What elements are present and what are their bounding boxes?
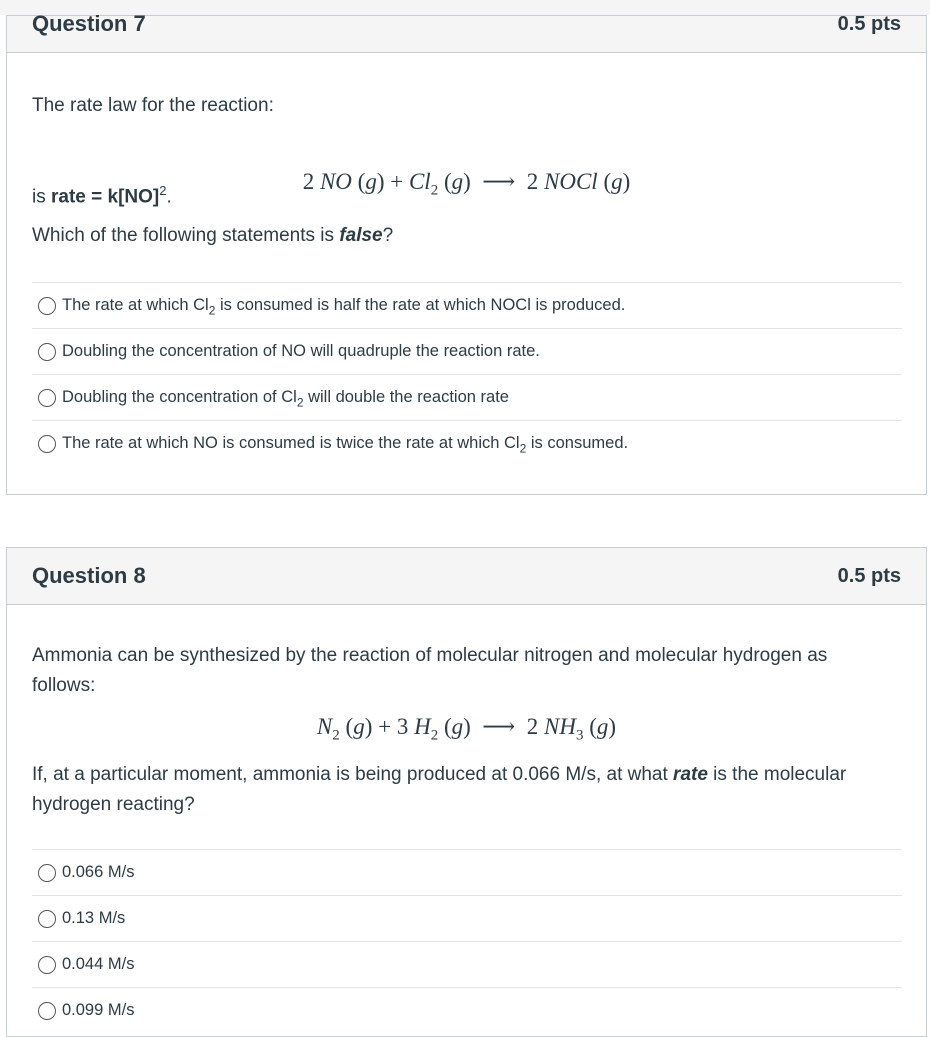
- question-intro: Ammonia can be synthesized by the reaction of molecular nitrogen and molecular hydrogen as follows:: [32, 645, 828, 696]
- answer-option[interactable]: [32, 328, 902, 374]
- radio-button[interactable]: [38, 435, 56, 453]
- answer-label: 0.044 M/s: [62, 955, 135, 973]
- reaction-equation: 2 NO $(g) + Cl_2$ (g) ⟶ 2 NOCl (g): [302, 169, 631, 199]
- answer-label: 0.099 M/s: [62, 1001, 135, 1019]
- answer-label: 0.13 M/s: [62, 909, 126, 927]
- answer-option[interactable]: [32, 941, 902, 987]
- question-header: [7, 11, 926, 53]
- question-points: 0.5 pts: [837, 565, 901, 587]
- question-prompt: If, at a particular moment, ammonia is being produced at 0.066 M/s, at what rate is the molecular hydrogen reacting?: [32, 764, 847, 815]
- question-header: [7, 548, 926, 605]
- question-title: Question 8: [32, 563, 146, 588]
- radio-button[interactable]: [38, 297, 56, 315]
- answer-label: The rate at which NO is consumed is twice the rate at which $Cl_2$ is consumed.: [62, 434, 629, 456]
- question-7: [6, 11, 927, 495]
- answer-list: [32, 282, 902, 466]
- radio-button[interactable]: [38, 1002, 56, 1020]
- answer-label: The rate at which $Cl_2$ is consumed is half the rate at which NOCl is produced.: [62, 296, 626, 318]
- answer-label: 0.066 M/s: [62, 863, 135, 881]
- answer-label: Doubling the concentration of $Cl_2$ will double the reaction rate: [62, 388, 509, 410]
- answer-option[interactable]: [32, 895, 902, 941]
- answer-option[interactable]: [32, 420, 902, 466]
- answer-option[interactable]: [32, 282, 902, 328]
- question-intro: The rate law for the reaction:: [32, 95, 274, 116]
- question-prompt: Which of the following statements is false?: [32, 225, 394, 246]
- radio-button[interactable]: [38, 389, 56, 407]
- reaction-equation: $N_2$ (g) + 3 $H_2$ (g) ⟶ 2 $NH_3$ (g): [316, 714, 617, 744]
- question-points: 0.5 pts: [837, 13, 901, 35]
- question-8: [6, 547, 927, 1037]
- rate-law: is rate = k[NO]$^2$.: [32, 183, 172, 208]
- answer-option[interactable]: [32, 849, 902, 895]
- radio-button[interactable]: [38, 864, 56, 882]
- answer-list: [32, 849, 902, 1033]
- radio-button[interactable]: [38, 956, 56, 974]
- answer-option[interactable]: [32, 987, 902, 1033]
- answer-label: Doubling the concentration of NO will quadruple the reaction rate.: [62, 342, 540, 360]
- radio-button[interactable]: [38, 910, 56, 928]
- question-title: Question 7: [32, 11, 146, 36]
- answer-option[interactable]: [32, 374, 902, 420]
- radio-button[interactable]: [38, 343, 56, 361]
